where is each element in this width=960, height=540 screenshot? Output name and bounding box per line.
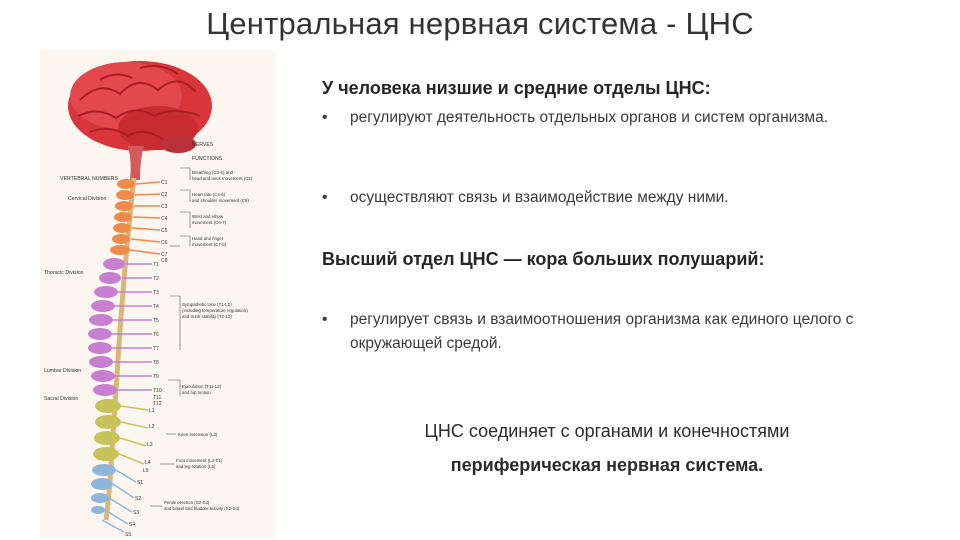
function-label: Sympathetic tone (T1-L2) <box>182 302 232 307</box>
function-label: head and neck movement (C1) <box>192 176 253 181</box>
level-label: L1 <box>149 408 155 414</box>
level-label: S1 <box>137 480 144 486</box>
nerves-label: NERVES <box>192 142 214 148</box>
function-label: and leg rotation (L5) <box>176 464 216 469</box>
bullet-text: регулируют деятельность отдельных органов и систем организма. <box>350 109 829 126</box>
section1-heading: У человека низшие и средние отделы ЦНС: <box>322 78 711 98</box>
bullet-dot: • <box>322 109 328 126</box>
level-label: L4 <box>145 460 151 466</box>
level-label: T8 <box>153 360 159 366</box>
sacral-vertebrae <box>91 464 116 514</box>
function-label: Knee extension (L3) <box>178 432 218 437</box>
function-label: Breathing (C3-5) and <box>192 170 234 175</box>
level-label: T9 <box>153 374 159 380</box>
function-label: Wrist and elbow <box>192 214 224 219</box>
lumbar-nerve-roots <box>119 406 148 464</box>
thoracic-division-label: Thoracic Division <box>44 270 84 276</box>
level-label: T11 <box>153 395 162 401</box>
function-label: Penile erection (S2-S4) <box>164 500 210 505</box>
level-label: C7 <box>161 252 168 258</box>
level-label: T5 <box>153 318 159 324</box>
bullet-dot: • <box>322 311 328 328</box>
level-label: T2 <box>153 276 159 282</box>
lumbar-division-label: Lumbar Division <box>44 368 82 374</box>
brain-icon <box>68 61 212 153</box>
level-label: L3 <box>147 442 153 448</box>
sacral-division-label: Sacral Division <box>44 396 79 402</box>
function-label: and bowel and bladder activity (S2-S4) <box>164 506 240 511</box>
footer-line-1: ЦНС соединяет с органами и конечностями <box>424 421 790 441</box>
cervical-division-label: Cervical Division <box>68 196 107 202</box>
lumbar-vertebrae <box>93 399 121 461</box>
vertebral-numbers-label: VERTEBRAL NUMBERS <box>60 176 118 182</box>
level-label: C2 <box>161 192 168 198</box>
level-label: C1 <box>161 180 168 186</box>
level-label: T4 <box>153 304 159 310</box>
bullet-text: осуществляют связь и взаимодействие между ними. <box>350 189 729 206</box>
brainstem <box>128 146 144 180</box>
level-label: T10 <box>153 388 162 394</box>
function-label: and shoulder movement (C5) <box>192 198 249 203</box>
spinal-cord-illustration <box>40 50 276 538</box>
level-label: S3 <box>133 510 140 516</box>
level-label: T7 <box>153 346 159 352</box>
level-label: C4 <box>161 216 168 222</box>
function-label: movement (C7-8) <box>192 242 227 247</box>
bullet-text: регулирует связь и взаимоотношения организма как единого целого с окружающей средой. <box>350 311 854 352</box>
level-label: S4 <box>129 522 136 528</box>
level-label: C5 <box>161 228 168 234</box>
function-label: and hip motion <box>182 390 211 395</box>
level-label: S5 <box>125 532 132 538</box>
level-label: T12 <box>153 401 162 407</box>
footer-line-2: периферическая нервная система. <box>450 455 764 475</box>
section2-heading: Высший отдел ЦНС — кора больших полушарий: <box>322 249 765 269</box>
function-label: and trunk stability (T2-12) <box>182 314 232 319</box>
level-label: L5 <box>143 468 149 474</box>
level-label: S2 <box>135 496 142 502</box>
level-label: L2 <box>149 424 155 430</box>
level-label: C6 <box>161 240 168 246</box>
functions-label: FUNCTIONS <box>192 156 223 162</box>
level-label: C3 <box>161 204 168 210</box>
function-label: Hand and finger <box>192 236 224 241</box>
level-label: T3 <box>153 290 159 296</box>
function-label: Ejaculation (T11-L2) <box>182 384 222 389</box>
function-label: Foot movement (L4-S1) <box>176 458 223 463</box>
spinal-figure-svg <box>40 50 276 538</box>
bullet-dot: • <box>322 189 328 206</box>
function-label: (including temperature regulation) <box>182 308 248 313</box>
function-label: movement (C6-7) <box>192 220 227 225</box>
level-label: T6 <box>153 332 159 338</box>
level-label: T1 <box>153 262 159 268</box>
slide-title: Центральная нервная система - ЦНС <box>206 6 754 41</box>
function-label: Heart rate (C4-6) <box>192 192 226 197</box>
level-label: C8 <box>161 258 168 264</box>
